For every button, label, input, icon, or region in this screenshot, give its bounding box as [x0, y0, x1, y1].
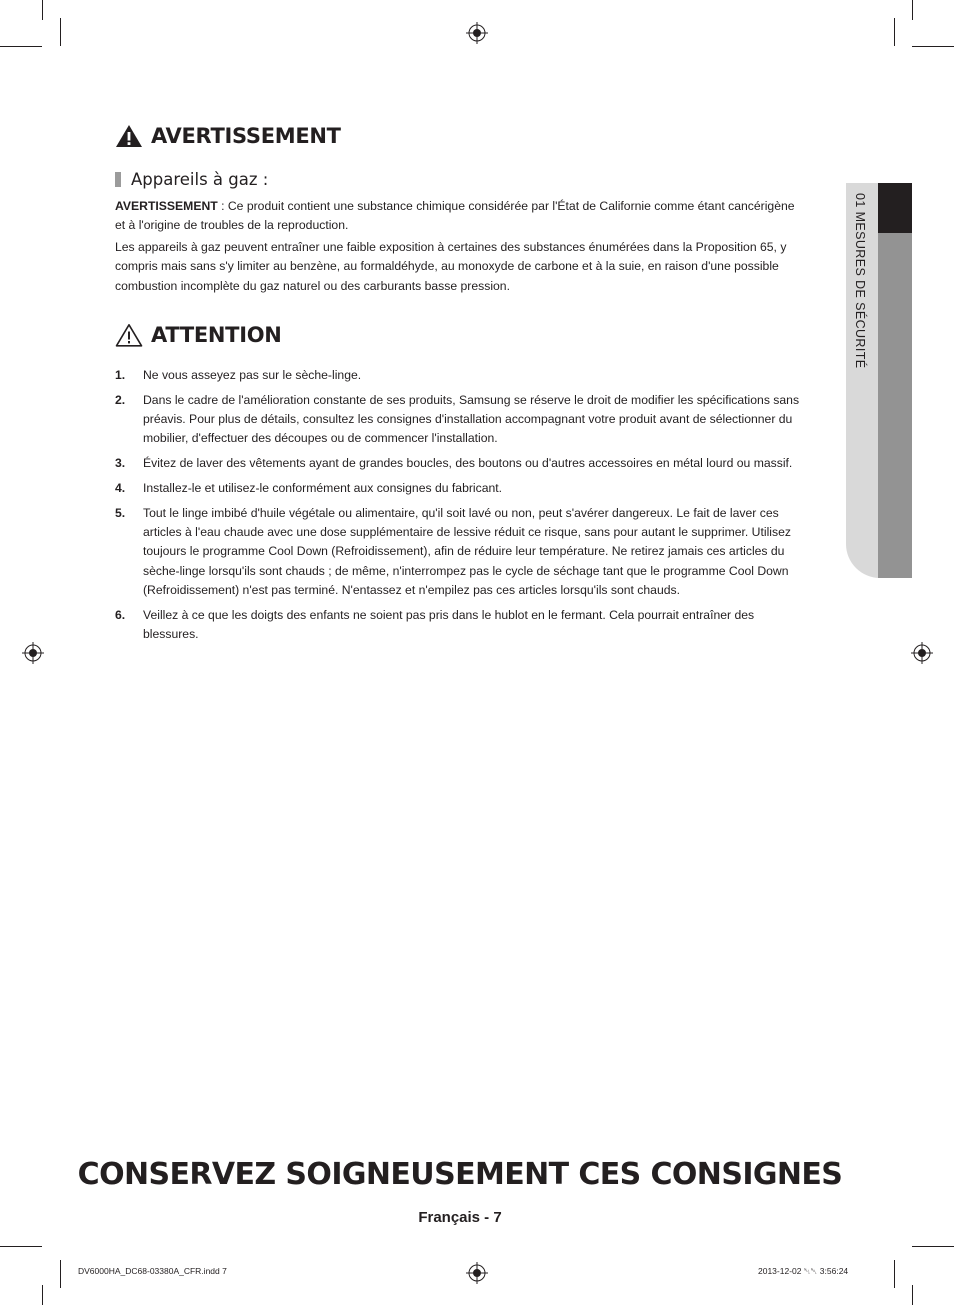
subheading-bar — [115, 172, 121, 187]
registration-mark-icon — [466, 22, 488, 44]
list-item-text: Ne vous asseyez pas sur le sèche-linge. — [143, 368, 362, 382]
crop-mark — [912, 46, 954, 47]
warning-lead-text: : Ce produit contient une substance chimique considérée par l'État de Californie comme étant cancérigène et à l'origine de troubles de la reproduction. — [115, 199, 795, 233]
list-item-number: 4. — [115, 480, 126, 495]
list-item-number: 6. — [115, 607, 126, 622]
print-slug-timestamp: 2013-12-02 ␀␀ 3:56:24 — [758, 1266, 849, 1276]
registration-mark-icon — [911, 642, 933, 664]
crop-mark — [42, 1285, 43, 1305]
crop-mark — [0, 46, 42, 47]
subheading-text: Appareils à gaz : — [131, 170, 269, 189]
attention-heading — [115, 323, 282, 347]
list-item-number: 1. — [115, 368, 126, 382]
list-item-text: Veillez à ce que les doigts des enfants ne soient pas pris dans le hublot en le fermant. Cela pourrait entraîner des blessures. — [143, 607, 755, 642]
side-tab-marker — [878, 183, 912, 233]
list-item — [115, 391, 805, 449]
warning-lead-bold: AVERTISSEMENT — [115, 199, 218, 213]
footer-title: CONSERVEZ SOIGNEUSEMENT CES CONSIGNES — [77, 1157, 843, 1192]
crop-mark — [912, 0, 913, 20]
list-item — [115, 454, 805, 473]
list-item — [115, 504, 805, 600]
crop-mark — [60, 18, 61, 46]
print-slug-file: DV6000HA_DC68-03380A_CFR.indd 7 — [78, 1266, 227, 1276]
list-item — [115, 479, 805, 498]
warning-outline-icon — [115, 323, 143, 347]
side-tab-strip — [878, 233, 912, 578]
crop-mark — [0, 1246, 42, 1247]
list-item-text: Dans le cadre de l'amélioration constante de ses produits, Samsung se réserve le droit de modifier les spécifications sans préavis. Pour plus de détails, consultez les consignes d'installation accompagnant votre produit avant de sélectionner du mobilier, d'effectuer des découpes ou de commencer l'installation. — [143, 392, 800, 446]
list-item-number: 3. — [115, 456, 126, 471]
crop-mark — [894, 18, 895, 46]
crop-mark — [894, 1260, 895, 1288]
attention-title: ATTENTION — [151, 323, 282, 347]
crop-mark — [912, 1285, 913, 1305]
registration-mark-icon — [22, 642, 44, 664]
list-item-text: Tout le linge imbibé d'huile végétale ou alimentaire, qu'il soit lavé ou non, peut s'avérer dangereux. Le fait de laver ces articles à l'eau chaude avec une dose supplémentaire de lessive réduit ce risque, sans pour autant le supprimer. Utilisez toujours le programme Cool Down (Refroidissement), afin de réduire leur température. Ne retirez jamais ces articles du sèche-linge lorsqu'ils sont chauds ; de même, n'interrompez pas le cycle de séchage tant que le programme Cool Down (Refroidissement) n'est pas terminé. N'entassez et n'empilez pas ces articles lorsqu'ils sont chauds. — [143, 505, 791, 597]
warning-lead-paragraph — [115, 197, 805, 236]
side-tab-label: 01 MESURES DE SÉCURITÉ — [853, 193, 867, 369]
list-item-number: 2. — [115, 392, 126, 407]
list-item-text: Évitez de laver des vêtements ayant de grandes boucles, des boutons ou d'autres accessoires en métal lourd ou massif. — [143, 456, 793, 471]
crop-mark — [42, 0, 43, 20]
attention-list — [115, 366, 805, 650]
crop-mark — [60, 1260, 61, 1288]
warning-title: AVERTISSEMENT — [151, 124, 341, 148]
crop-mark — [912, 1246, 954, 1247]
page-number: Français - 7 — [418, 1209, 502, 1226]
registration-mark-icon — [466, 1262, 488, 1284]
list-item — [115, 366, 805, 385]
warning-paragraph: Les appareils à gaz peuvent entraîner une faible exposition à certaines des substances énumérées dans la Proposition 65, y compris mais sans s'y limiter au benzène, au formaldéhyde, au monoxyde de carbone et à la suie, en raison d'une possible combustion incomplète du gaz naturel ou des carburants basse pression. — [115, 240, 787, 293]
warning-filled-icon — [115, 124, 143, 148]
gas-appliances-subheading — [115, 170, 268, 189]
list-item — [115, 606, 805, 645]
warning-heading — [115, 124, 341, 148]
list-item-number: 5. — [115, 505, 126, 520]
list-item-text: Installez-le et utilisez-le conformément aux consignes du fabricant. — [143, 480, 503, 495]
